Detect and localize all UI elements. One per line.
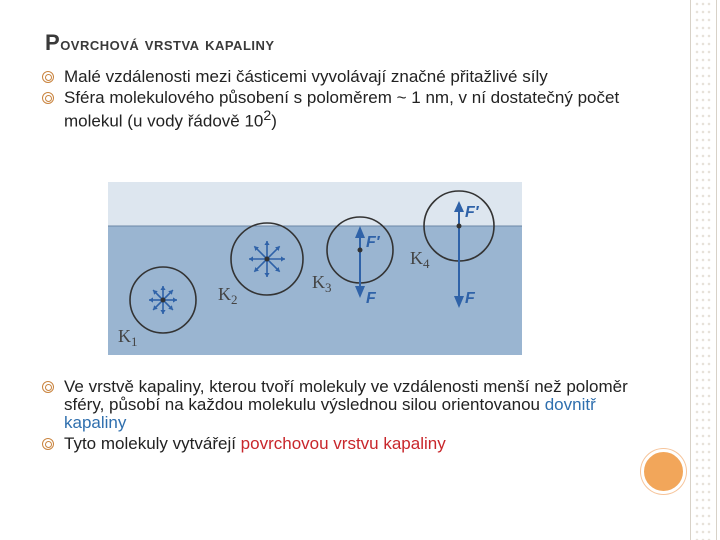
- bullet-item: Ve vrstvě kapaliny, kterou tvoří molekuly ve vzdálenosti menší než poloměr sféry, působí na každou molekulu výslednou silou orientovanou dovnitř kapaliny: [40, 378, 660, 432]
- label-k1: $K_1$: [118, 326, 138, 349]
- label-k4: $K_4$: [410, 248, 430, 271]
- ring-bullet-icon: [42, 438, 54, 450]
- frame-dots: [694, 0, 712, 540]
- surface-layer-figure: [108, 182, 522, 355]
- label-f-prime-3: F′: [366, 234, 380, 251]
- bullet-list-bottom: [40, 378, 660, 456]
- bullet-list-top: [40, 68, 660, 134]
- highlight-surface-layer: povrchovou vrstvu kapaliny: [240, 434, 446, 453]
- label-f-prime-4: F′: [465, 204, 479, 221]
- molecule-k2: [265, 257, 270, 262]
- surface-diagram: [108, 182, 522, 355]
- molecule-k1: [161, 298, 166, 303]
- frame-line-left: [690, 0, 691, 540]
- bullet-item: Malé vzdálenosti mezi částicemi vyvolávají značné přitažlivé síly: [40, 68, 660, 86]
- ring-bullet-icon: [42, 381, 54, 393]
- highlight-inward: dovnitř kapaliny: [64, 395, 596, 432]
- bullet-item: Tyto molekuly vytvářejí povrchovou vrstvu kapaliny: [40, 435, 660, 453]
- bullet-item: Sféra molekulového působení s poloměrem ~ 1 nm, v ní dostatečný počet molekul (u vody řádově $10^2$): [40, 89, 660, 131]
- label-f-4: F: [465, 290, 475, 307]
- ring-bullet-icon: [42, 71, 54, 83]
- molecule-k4: [457, 224, 462, 229]
- molecule-k3: [358, 248, 363, 253]
- slide-title: Povrchová vrstva kapaliny: [45, 30, 275, 55]
- label-k2: $K_2$: [218, 284, 238, 307]
- label-f-3: F: [366, 290, 376, 307]
- label-k3: $K_3$: [312, 272, 332, 295]
- ring-bullet-icon: [42, 92, 54, 104]
- frame-line-right: [716, 0, 717, 540]
